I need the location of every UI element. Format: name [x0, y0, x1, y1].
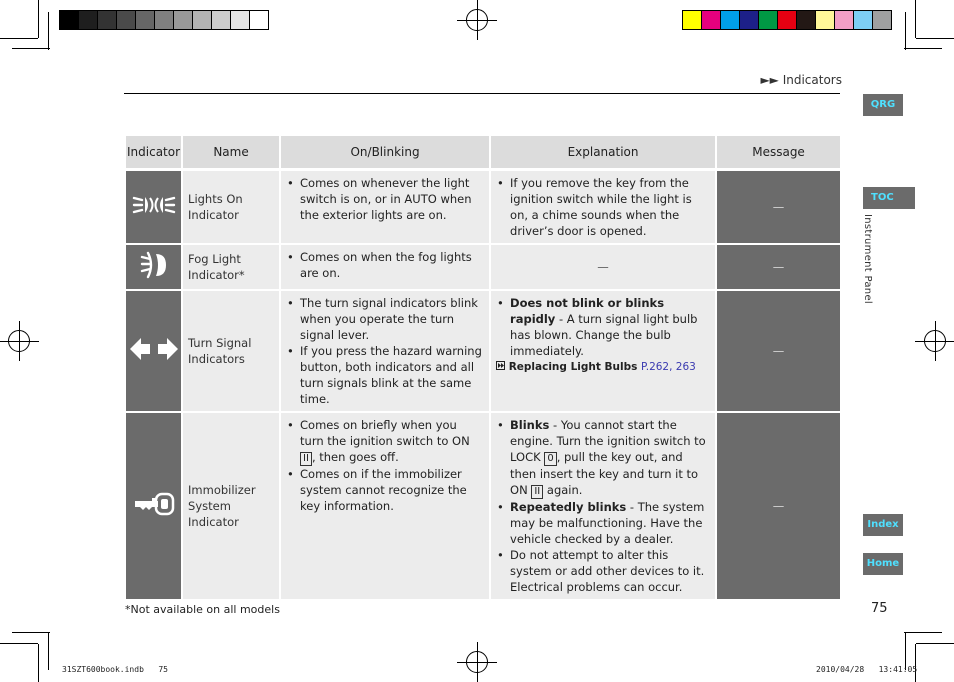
list-item	[508, 295, 710, 359]
indicator-cell	[126, 291, 181, 411]
message-cell: —	[717, 245, 840, 289]
crop-mark	[38, 644, 39, 682]
indicator-cell	[126, 245, 181, 289]
crop-mark	[0, 38, 38, 39]
color-swatch	[777, 10, 797, 30]
color-swatch	[796, 10, 816, 30]
crop-mark	[48, 632, 49, 670]
color-swatch	[154, 10, 174, 30]
indicator-name: Fog Light Indicator	[188, 252, 241, 282]
immobilizer-key-icon	[132, 490, 176, 518]
header-rule	[124, 93, 840, 94]
fog-light-icon	[139, 250, 169, 280]
crop-mark	[916, 38, 954, 39]
list-item: • If you remove the key from the ignition switch while the light is on, a chime sounds when the driver’s door is opened.	[508, 175, 710, 239]
section-label: Instrument Panel	[862, 214, 873, 304]
running-title: ►► Indicators	[760, 73, 842, 87]
color-swatch	[249, 10, 269, 30]
table-row	[126, 413, 840, 599]
message-cell: —	[717, 171, 840, 243]
header-explanation: Explanation	[491, 136, 715, 168]
warning-term: Repeatedly blinks	[510, 500, 627, 514]
toc-tab[interactable]: TOC	[863, 187, 915, 209]
list-item: • Comes on if the immobilizer system cannot recognize the key information.	[298, 466, 484, 514]
color-swatch	[758, 10, 778, 30]
qrg-tab[interactable]: QRG	[863, 94, 903, 116]
color-swatch	[59, 10, 79, 30]
process-color-bar	[682, 10, 891, 30]
color-swatch	[192, 10, 212, 30]
color-swatch	[720, 10, 740, 30]
table-row	[126, 245, 840, 289]
table-row	[126, 171, 840, 243]
list-item: • Comes on briefly when you turn the ignition switch to ON II , then goes off.	[298, 417, 484, 466]
crop-mark	[904, 632, 942, 633]
table-row	[126, 291, 840, 411]
warning-term: Blinks	[510, 418, 550, 432]
registration-mark-icon	[924, 330, 946, 352]
reference-label: Replacing Light Bulbs	[508, 361, 638, 373]
page-number: 75	[871, 601, 888, 616]
ignition-key-position: II	[300, 452, 312, 466]
color-swatch	[701, 10, 721, 30]
explanation-dash: —	[491, 245, 715, 289]
color-swatch	[682, 10, 702, 30]
indicator-cell	[126, 171, 181, 243]
indicator-name: Lights On Indicator	[183, 171, 279, 243]
crop-mark	[915, 644, 916, 682]
footnote-mark: *	[238, 268, 245, 282]
color-swatch	[815, 10, 835, 30]
message-cell: —	[717, 291, 840, 411]
crop-mark	[915, 0, 916, 38]
color-swatch	[739, 10, 759, 30]
color-swatch	[853, 10, 873, 30]
color-swatch	[872, 10, 892, 30]
registration-mark-icon	[466, 651, 488, 673]
lights-on-icon	[131, 190, 177, 220]
list-item: • Comes on when the fog lights are on.	[298, 249, 484, 281]
reference-arrow-icon	[496, 361, 505, 370]
ignition-key-position: II	[531, 485, 543, 499]
index-tab[interactable]: Index	[863, 514, 903, 536]
print-slug-file: 31SZT600book.indb 75	[62, 665, 168, 674]
reference-page-link[interactable]: P.262, 263	[641, 361, 696, 373]
crop-mark	[916, 643, 954, 644]
color-swatch	[97, 10, 117, 30]
turn-signal-icon	[128, 335, 180, 363]
list-item: • Comes on whenever the light switch is on, or in AUTO when the exterior lights are on.	[298, 175, 484, 223]
warning-text: - A turn signal light bulb has blown. Change the bulb immediately.	[510, 312, 698, 358]
crop-mark	[38, 0, 39, 38]
header-name: Name	[183, 136, 279, 168]
crop-mark	[12, 632, 50, 633]
print-slug-date: 2010/04/28 13:41:05	[816, 665, 918, 674]
list-item: • The turn signal indicators blink when you operate the turn signal lever.	[298, 295, 484, 343]
header-message: Message	[717, 136, 840, 168]
crop-mark	[904, 48, 942, 49]
color-swatch	[135, 10, 155, 30]
indicator-table	[124, 136, 842, 599]
crop-mark	[48, 12, 49, 50]
color-swatch	[78, 10, 98, 30]
color-swatch	[116, 10, 136, 30]
color-swatch	[834, 10, 854, 30]
header-indicator: Indicator	[126, 136, 181, 168]
home-tab[interactable]: Home	[863, 553, 903, 575]
footnote: *Not available on all models	[125, 603, 280, 616]
message-cell: —	[717, 413, 840, 599]
list-item: • Do not attempt to alter this system or add other devices to it. Electrical problems can occur.	[508, 547, 710, 595]
crop-mark	[0, 643, 38, 644]
crop-mark	[905, 12, 906, 50]
color-swatch	[230, 10, 250, 30]
list-item: • If you press the hazard warning button, both indicators and all turn signals blink at the same time.	[298, 343, 484, 407]
indicator-name: Turn Signal Indicators	[183, 291, 279, 411]
indicator-name: Immobilizer System Indicator	[183, 413, 279, 599]
header-on-blinking: On/Blinking	[281, 136, 489, 168]
list-item: • Blinks - You cannot start the engine. Turn the ignition switch to LOCK 0 , pull the key out, and then insert the key and turn it to ON II again.	[508, 417, 710, 499]
ignition-key-position: 0	[544, 452, 556, 466]
list-item: • Repeatedly blinks - The system may be malfunctioning. Have the vehicle checked by a dealer.	[508, 499, 710, 547]
grayscale-color-bar	[59, 10, 268, 30]
crop-mark	[12, 48, 50, 49]
color-swatch	[211, 10, 231, 30]
registration-mark-icon	[8, 330, 30, 352]
warning-term: Does not blink or blinks rapidly	[510, 296, 665, 326]
indicator-cell	[126, 413, 181, 599]
color-swatch	[173, 10, 193, 30]
registration-mark-icon	[466, 9, 488, 31]
cross-reference	[496, 359, 710, 375]
